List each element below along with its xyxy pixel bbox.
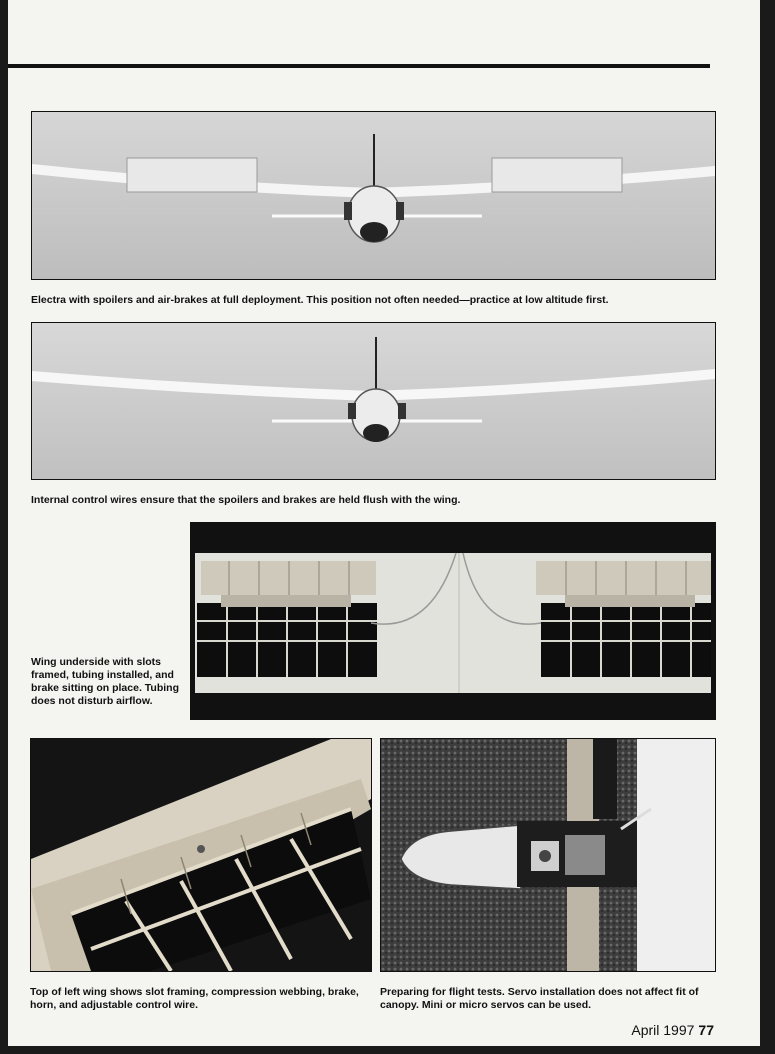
top-rule [8, 64, 710, 68]
caption-photo-3: Wing underside with slots framed, tubing installed, and brake sitting on place. Tubing does not disturb airflow. [31, 656, 179, 707]
photo-spoilers-flush [31, 322, 716, 480]
caption-photo-2: Internal control wires ensure that the spoilers and brakes are held flush with the wing. [31, 494, 461, 506]
caption-photo-4: Top of left wing shows slot framing, compression webbing, brake, horn, and adjustable control wire. [30, 986, 359, 1011]
magazine-page [8, 0, 760, 1046]
photo-wing-underside [190, 522, 716, 720]
page-number: 77 [698, 1022, 714, 1038]
photo-servo-installation [380, 738, 716, 972]
issue-date: April 1997 [631, 1022, 695, 1038]
photo-left-wing-top [30, 738, 372, 972]
photo-spoilers-deployed [31, 111, 716, 280]
caption-photo-5: Preparing for flight tests. Servo installation does not affect fit of canopy. Mini or micro servos can be used. [380, 986, 699, 1011]
page-footer [631, 1022, 714, 1038]
caption-photo-1: Electra with spoilers and air-brakes at full deployment. This position not often needed—practice at low altitude first. [31, 294, 609, 306]
